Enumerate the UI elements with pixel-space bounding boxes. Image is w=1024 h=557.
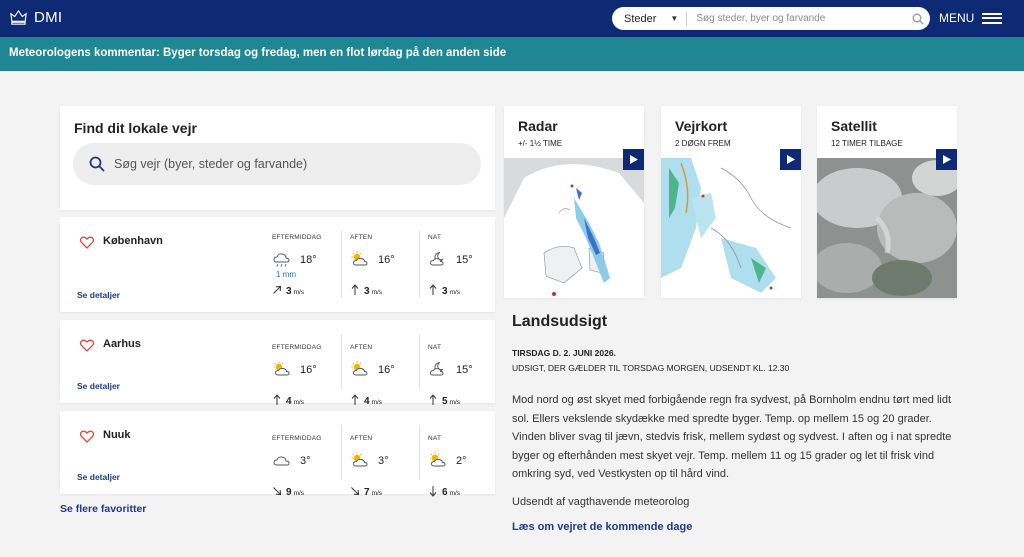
wind-unit: m/s bbox=[293, 399, 305, 406]
tile-subtitle: +/- 1½ TIME bbox=[518, 139, 563, 148]
temperature: 16° bbox=[300, 364, 317, 376]
temperature: 2° bbox=[456, 455, 467, 467]
play-icon[interactable] bbox=[936, 149, 957, 170]
period-label: EFTERMIDDAG bbox=[272, 435, 322, 442]
period-label: AFTEN bbox=[350, 234, 373, 241]
temperature: 3° bbox=[300, 455, 311, 467]
hamburger-icon bbox=[982, 13, 1002, 24]
wind-speed: 3 m/s bbox=[364, 286, 383, 297]
column-divider bbox=[341, 231, 342, 298]
tile-title: Vejrkort bbox=[675, 118, 728, 134]
top-bar bbox=[0, 0, 1024, 37]
tile-title: Radar bbox=[518, 118, 558, 134]
tile-subtitle: 12 TIMER TILBAGE bbox=[831, 139, 903, 148]
wind-unit: m/s bbox=[449, 490, 461, 497]
sun-cloud-icon bbox=[350, 452, 370, 468]
wind-speed: 4 m/s bbox=[286, 396, 305, 407]
column-divider bbox=[341, 425, 342, 480]
weather-forecast-map-image bbox=[661, 158, 801, 298]
period-label: AFTEN bbox=[350, 344, 373, 351]
column-divider bbox=[341, 334, 342, 389]
wind-unit: m/s bbox=[371, 490, 383, 497]
temperature: 15° bbox=[456, 364, 473, 376]
wind-arrow-icon bbox=[350, 394, 360, 406]
cloud-rain-icon bbox=[272, 251, 292, 267]
wind-arrow-icon bbox=[428, 394, 438, 406]
header-search-input[interactable]: Søg steder, byer og farvande bbox=[696, 13, 826, 24]
precipitation: 1 mm bbox=[276, 270, 296, 279]
period-label: EFTERMIDDAG bbox=[272, 344, 322, 351]
weather-map-tile[interactable] bbox=[661, 106, 801, 298]
find-title: Find dit lokale vejr bbox=[74, 120, 197, 136]
period-label: NAT bbox=[428, 435, 442, 442]
see-details-link[interactable]: Se detaljer bbox=[77, 472, 120, 482]
local-weather-search-input[interactable]: Søg vejr (byer, steder og farvande) bbox=[114, 157, 308, 171]
wind-speed: 6 m/s bbox=[442, 487, 461, 498]
temperature: 3° bbox=[378, 455, 389, 467]
wind-arrow-icon bbox=[272, 485, 282, 497]
heart-icon[interactable] bbox=[80, 236, 94, 249]
caret-down-icon: ▼ bbox=[670, 14, 679, 23]
sun-cloud-icon bbox=[428, 452, 448, 468]
play-icon[interactable] bbox=[623, 149, 644, 170]
wind-unit: m/s bbox=[371, 289, 383, 296]
city-name[interactable]: København bbox=[103, 235, 163, 247]
search-icon[interactable] bbox=[906, 13, 930, 25]
wind-speed: 9 m/s bbox=[286, 487, 305, 498]
search-scope-select[interactable] bbox=[612, 12, 687, 26]
temperature: 16° bbox=[378, 254, 395, 266]
wind-unit: m/s bbox=[293, 289, 305, 296]
wind-arrow-icon bbox=[350, 284, 360, 296]
wind-arrow-icon bbox=[428, 284, 438, 296]
moon-cloud-icon bbox=[428, 361, 448, 377]
moon-cloud-icon bbox=[428, 251, 448, 267]
header-search[interactable] bbox=[612, 7, 930, 30]
forecast-body: Mod nord og øst skyet med forbigående regn fra sydvest, på Bornholm endnu tørt med lidt sol. Ellers vekslende skydække med spredte byger. Temp. op mellem 15 og 20 grader. Vinden bliver svag til jævn, stedvis frisk, mellem sydøst og sydvest. I aften og i nat spredte byger og efterhånden mest skyet vejr. Temp. mellem 11 og 15 grader og let til frisk vind omkring syd, ved Vestkysten op til hård vind. bbox=[512, 394, 952, 480]
wind-unit: m/s bbox=[449, 289, 461, 296]
wind-unit: m/s bbox=[371, 399, 383, 406]
search-icon bbox=[89, 156, 105, 172]
logo-text: DMI bbox=[34, 9, 63, 26]
wind-speed: 7 m/s bbox=[364, 487, 383, 498]
sun-cloud-icon bbox=[272, 361, 292, 377]
city-card[interactable] bbox=[60, 217, 495, 312]
sun-cloud-icon bbox=[350, 361, 370, 377]
wind-speed: 4 m/s bbox=[364, 396, 383, 407]
coming-days-link[interactable]: Læs om vejret de kommende dage bbox=[512, 520, 693, 533]
column-divider bbox=[419, 231, 420, 298]
heart-icon[interactable] bbox=[80, 430, 94, 443]
column-divider bbox=[419, 334, 420, 389]
see-details-link[interactable]: Se detaljer bbox=[77, 381, 120, 391]
forecast-date: TIRSDAG D. 2. JUNI 2026. bbox=[512, 348, 616, 358]
wind-unit: m/s bbox=[293, 490, 305, 497]
heart-icon[interactable] bbox=[80, 339, 94, 352]
cloud-icon bbox=[272, 452, 292, 468]
wind-arrow-icon bbox=[272, 394, 282, 406]
wind-arrow-icon bbox=[350, 485, 360, 497]
more-favorites-link[interactable]: Se flere favoritter bbox=[60, 503, 147, 515]
temperature: 18° bbox=[300, 254, 317, 266]
wind-speed: 5 m/s bbox=[442, 396, 461, 407]
forecast-author: Udsendt af vagthavende meteorolog bbox=[512, 495, 690, 508]
wind-unit: m/s bbox=[449, 399, 461, 406]
wind-speed: 3 m/s bbox=[286, 286, 305, 297]
radar-tile[interactable] bbox=[504, 106, 644, 298]
forecast-title: Landsudsigt bbox=[512, 313, 608, 330]
search-scope-label: Steder bbox=[624, 12, 657, 25]
radar-map-image bbox=[504, 158, 644, 298]
see-details-link[interactable]: Se detaljer bbox=[77, 290, 120, 300]
tile-subtitle: 2 DØGN FREM bbox=[675, 139, 731, 148]
satellite-tile[interactable] bbox=[817, 106, 957, 298]
forecast-issued: UDSIGT, DER GÆLDER TIL TORSDAG MORGEN, UDSENDT KL. 12.30 bbox=[512, 363, 790, 373]
play-icon[interactable] bbox=[780, 149, 801, 170]
find-local-weather-card bbox=[60, 106, 495, 210]
menu-label: MENU bbox=[939, 11, 975, 25]
city-card[interactable] bbox=[60, 320, 495, 407]
city-name[interactable]: Nuuk bbox=[103, 429, 131, 441]
period-label: AFTEN bbox=[350, 435, 373, 442]
local-weather-search[interactable] bbox=[73, 143, 481, 185]
column-divider bbox=[419, 425, 420, 480]
period-label: NAT bbox=[428, 234, 442, 241]
city-card[interactable] bbox=[60, 411, 495, 498]
temperature: 15° bbox=[456, 254, 473, 266]
crown-icon bbox=[9, 8, 28, 27]
period-label: EFTERMIDDAG bbox=[272, 234, 322, 241]
dmi-logo[interactable] bbox=[9, 8, 62, 27]
meteorologist-comment[interactable]: Meteorologens kommentar: Byger torsdag og fredag, men en flot lørdag på den anden side bbox=[0, 37, 1024, 71]
sun-cloud-icon bbox=[350, 251, 370, 267]
wind-speed: 3 m/s bbox=[442, 286, 461, 297]
wind-arrow-icon bbox=[428, 485, 438, 497]
menu-button[interactable] bbox=[939, 11, 1002, 25]
tile-title: Satellit bbox=[831, 118, 877, 134]
temperature: 16° bbox=[378, 364, 395, 376]
national-forecast bbox=[512, 313, 952, 533]
wind-arrow-icon bbox=[272, 284, 282, 296]
city-name[interactable]: Aarhus bbox=[103, 338, 141, 350]
satellite-image bbox=[817, 158, 957, 298]
period-label: NAT bbox=[428, 344, 442, 351]
